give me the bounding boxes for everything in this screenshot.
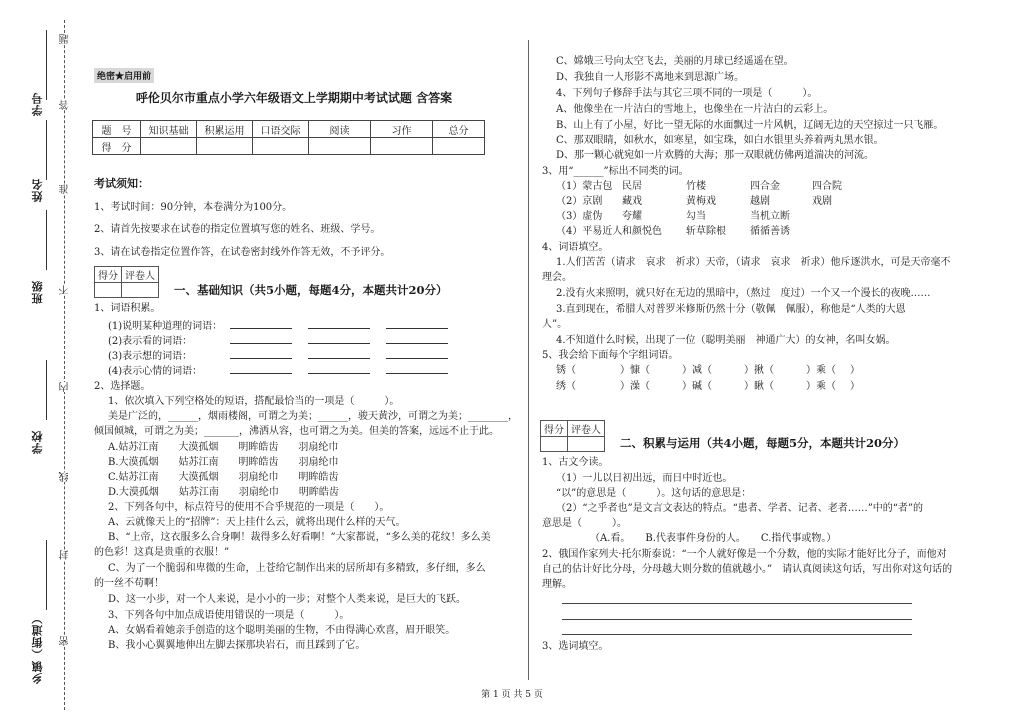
column-divider bbox=[528, 40, 529, 680]
answer-blank[interactable] bbox=[230, 319, 292, 329]
score-table-cell: 积累运用 bbox=[197, 121, 253, 138]
option-line: 的一丝不苟啊！ bbox=[94, 578, 164, 589]
grader-box bbox=[94, 266, 159, 298]
notice-title: 考试须知： bbox=[94, 177, 149, 190]
score-table-cell: 阅读 bbox=[309, 121, 371, 138]
char-blank[interactable]: ）碱（ bbox=[682, 381, 712, 392]
seal-word: 题 bbox=[60, 34, 71, 44]
word[interactable]: （1）蒙古包 bbox=[556, 181, 613, 192]
char-blank[interactable]: ）瞅（ bbox=[744, 381, 774, 392]
answer-blank[interactable] bbox=[308, 349, 370, 359]
seal-word: 封 bbox=[60, 550, 71, 560]
option-line: C、嫦娥三号向太空飞去，美丽的月球已经遥遥在望。 bbox=[556, 56, 794, 67]
option-line: A、云就像天上的“招牌”：天上挂什么云，就将出现什么样的天气。 bbox=[108, 517, 406, 528]
vocab-item-label: (4)表示心情的词语： bbox=[108, 366, 203, 377]
char-row bbox=[556, 364, 860, 378]
question-line: （1）一儿以日初出远，而日中时近也。 bbox=[556, 473, 733, 484]
score-input-cell[interactable] bbox=[309, 138, 371, 155]
option-line: D、我独自一人形影不离地来到思源广场。 bbox=[556, 72, 745, 83]
question-line: 2、下列各句中，标点符号的使用不合乎规范的一项是（ ）。 bbox=[108, 502, 390, 513]
score-table-header-row bbox=[93, 121, 485, 138]
grader-box bbox=[540, 420, 605, 452]
char-blank[interactable]: 锈（ bbox=[556, 365, 576, 376]
answer-line[interactable] bbox=[562, 603, 912, 604]
section-2-title: 二、积累与运用（共4小题，每题5分，本题共计20分） bbox=[620, 436, 906, 450]
word[interactable]: （4）平易近人 bbox=[556, 226, 623, 237]
seal-word: 内 bbox=[60, 382, 71, 392]
word[interactable]: 夸耀 bbox=[622, 211, 642, 222]
option-line: B、山上有了小屋，好比一望无际的水面飘过一片风帆，辽阔无边的天空掠过一只飞雁。 bbox=[556, 120, 944, 131]
score-table-cell: 知识基础 bbox=[141, 121, 197, 138]
word[interactable]: 勾当 bbox=[686, 211, 706, 222]
question-line: （2）“之乎者也”是文言文表达的特点。“患者、学者、记者、老者……”中的“者”的 bbox=[556, 503, 924, 514]
exam-no-line bbox=[46, 30, 47, 100]
question-line: 倾国倾城，可谓之为美；_______，沸洒从容，也可谓之为美。但美的答案，远远不止于此。 bbox=[94, 426, 499, 437]
question-line: 1、依次填入下列空格处的短语，搭配最恰当的一项是（ ）。 bbox=[108, 396, 400, 407]
grader-reviewer-cell[interactable] bbox=[122, 283, 159, 298]
option-line: A.姑苏江南 大漠孤烟 明眸皓齿 羽扇纶巾 bbox=[108, 442, 339, 453]
question-title: 5、我会给下面每个字组词语。 bbox=[542, 350, 679, 361]
grader-reviewer-label: 评卷人 bbox=[568, 421, 605, 437]
section-1-title: 一、基础知识（共5小题，每题4分，本题共计20分） bbox=[174, 283, 448, 297]
option-line: C.姑苏江南 大漠孤烟 羽扇纶巾 明眸皓齿 bbox=[108, 472, 339, 483]
question-title: 4、词语填空。 bbox=[542, 242, 609, 253]
seal-word: 准 bbox=[60, 184, 71, 194]
question-line: 4、下列句子修辞手法与其它三项不同的一项是（ ）。 bbox=[556, 88, 818, 99]
word[interactable]: 戏剧 bbox=[812, 196, 832, 207]
question-line: 2.没有火来照明，就只好在无边的黑暗中，（熬过 度过）一个又一个漫长的夜晚…… bbox=[556, 288, 931, 299]
vocab-item-label: (2)表示看的词语： bbox=[108, 336, 193, 347]
answer-line[interactable] bbox=[562, 634, 912, 635]
option-line: A、女娲看着她亲手创造的这个聪明美丽的生物，不由得满心欢喜，眉开眼笑。 bbox=[108, 625, 456, 636]
class-label: 班级 bbox=[31, 280, 44, 304]
vocab-item bbox=[108, 319, 456, 334]
vocab-item bbox=[108, 334, 456, 349]
score-table-cell: 口语交际 bbox=[253, 121, 309, 138]
word[interactable]: 藏戏 bbox=[622, 196, 642, 207]
town-label: 乡镇（街道） bbox=[31, 612, 44, 684]
question-line: 理会。 bbox=[542, 272, 572, 283]
answer-blank[interactable] bbox=[230, 364, 292, 374]
vocab-item bbox=[108, 364, 456, 379]
char-row bbox=[556, 380, 860, 394]
question-line: 3.直到现在，希腊人对普罗米修斯仍然十分（敬佩 佩服），称他是“人类的大恩 bbox=[556, 304, 906, 315]
grader-reviewer-label: 评卷人 bbox=[122, 267, 159, 283]
option-line: B、“上帝，这衣服多么合身啊！裁得多么好看啊！”大家都说，“多么美的花纹！多么美 bbox=[108, 532, 491, 543]
seal-dash-line bbox=[64, 20, 65, 710]
seal-word: 不 bbox=[60, 285, 71, 295]
char-blank-end: ） bbox=[850, 381, 860, 392]
seal-word: 答 bbox=[60, 100, 71, 110]
word[interactable]: 竹楼 bbox=[686, 181, 706, 192]
school-label: 学校 bbox=[31, 430, 44, 454]
question-line: “以”的意思是（ ）。这句话的意思是： bbox=[556, 488, 752, 499]
school-line bbox=[46, 360, 47, 420]
score-table-cell: 题 号 bbox=[93, 121, 141, 138]
score-input-cell[interactable] bbox=[141, 138, 197, 155]
option-line: 的色彩！这真是贵重的衣服！” bbox=[94, 547, 230, 558]
vocab-item-label: (1)说明某种道理的词语： bbox=[108, 321, 223, 332]
answer-blank[interactable] bbox=[308, 364, 370, 374]
page-footer: 第 1 页 共 5 页 bbox=[481, 690, 543, 700]
question-title: 1、古文今读。 bbox=[542, 457, 609, 468]
word[interactable]: （2）京剧 bbox=[556, 196, 603, 207]
answer-blank[interactable] bbox=[386, 364, 448, 374]
vocab-item-label: (3)表示想的词语： bbox=[108, 351, 193, 362]
question-line: 理解。 bbox=[542, 579, 572, 590]
answer-blank[interactable] bbox=[308, 334, 370, 344]
question-line: 自己的估计好比分母，分母越大则分数的值就越小。” 请认真阅读这句话，写出你对这句话的 bbox=[542, 564, 953, 575]
seal-word: 密 bbox=[60, 636, 71, 646]
option-line: A、他像坐在一片洁白的雪地上，也像坐在一片洁白的云彩上。 bbox=[556, 104, 834, 115]
char-blank[interactable]: ）减（ bbox=[682, 365, 712, 376]
word[interactable]: 循循善诱 bbox=[750, 226, 790, 237]
word-row bbox=[556, 180, 842, 194]
question-title: 2、选择题。 bbox=[94, 381, 151, 392]
option-line: D.大漠孤烟 姑苏江南 羽扇纶巾 明眸皓齿 bbox=[108, 487, 339, 498]
answer-blank[interactable] bbox=[386, 334, 448, 344]
word[interactable]: 四合院 bbox=[812, 181, 842, 192]
word[interactable]: （3）虚伪 bbox=[556, 211, 603, 222]
score-input-cell[interactable] bbox=[371, 138, 433, 155]
option-line: D、那一颗心就宛如一片欢腾的大海；那一双眼就仿佛两道湍决的河流。 bbox=[556, 150, 875, 161]
char-blank[interactable]: ）乘（ bbox=[806, 381, 836, 392]
char-blank-end: ） bbox=[850, 365, 860, 376]
grader-score-cell[interactable] bbox=[95, 283, 122, 298]
grader-score-cell[interactable] bbox=[541, 437, 568, 452]
score-table-cell: 得 分 bbox=[93, 138, 141, 155]
binding-strip bbox=[0, 0, 88, 722]
grader-reviewer-cell[interactable] bbox=[568, 437, 605, 452]
word[interactable]: 当机立断 bbox=[750, 211, 790, 222]
option-line: C、那双眼睛，如秋水，如寒星，如宝珠，如白水银里头养着两丸黑水银。 bbox=[556, 135, 884, 146]
char-blank[interactable]: ）慷（ bbox=[620, 365, 650, 376]
question-line: 3、下列各句中加点成语使用错误的一项是（ ）。 bbox=[108, 610, 350, 621]
grader-score-label: 得分 bbox=[95, 267, 122, 283]
exam-no-label: 学号 bbox=[31, 92, 44, 116]
option-line: B、我小心翼翼地伸出左脚去探那块岩石，而且踩到了它。 bbox=[108, 640, 366, 651]
question-line: 人”。 bbox=[542, 319, 568, 330]
score-table-cell: 总分 bbox=[433, 121, 485, 138]
word[interactable]: 黄梅戏 bbox=[686, 196, 716, 207]
word[interactable]: 斩草除根 bbox=[686, 226, 726, 237]
answer-blank[interactable] bbox=[230, 334, 292, 344]
word-row bbox=[556, 210, 790, 224]
score-input-cell[interactable] bbox=[433, 138, 485, 155]
answer-blank[interactable] bbox=[308, 319, 370, 329]
question-line: 美是广泛的，______，烟雨楼阁，可谓之为美；______，骏天黄沙，可谓之为美；________， bbox=[108, 411, 518, 422]
answer-blank[interactable] bbox=[386, 349, 448, 359]
notice-item: 3、请在试卷指定位置作答，在试卷密封线外作答无效，不予评分。 bbox=[94, 247, 391, 258]
question-title: 3、选词填空。 bbox=[542, 641, 609, 652]
grader-score-label: 得分 bbox=[541, 421, 568, 437]
question-title: 3、用“______”标出不同类的词。 bbox=[542, 166, 689, 177]
seal-word: 线 bbox=[60, 472, 71, 482]
option-line: C、为了一个脆弱和卑微的生命，上苍给它制作出来的居所却有多精致，多仔细，多么 bbox=[108, 563, 486, 574]
word-row bbox=[556, 195, 832, 209]
word[interactable]: 民居 bbox=[622, 181, 642, 192]
question-title: 1、词语积累。 bbox=[94, 303, 161, 314]
secret-mark: 绝密★启用前 bbox=[94, 68, 154, 83]
class-line bbox=[46, 210, 47, 270]
score-input-cell[interactable] bbox=[253, 138, 309, 155]
answer-line[interactable] bbox=[562, 619, 912, 620]
document-title: 呼伦贝尔市重点小学六年级语文上学期期中考试试题 含答案 bbox=[135, 91, 453, 105]
answer-blank[interactable] bbox=[386, 319, 448, 329]
char-blank[interactable]: ）澡（ bbox=[620, 381, 650, 392]
word[interactable]: 越剧 bbox=[750, 196, 770, 207]
word[interactable]: 四合金 bbox=[750, 181, 780, 192]
notice-item: 1、考试时间：90分钟，本卷满分为100分。 bbox=[94, 202, 293, 213]
name-label: 姓名 bbox=[31, 178, 44, 202]
score-table-cell: 习作 bbox=[371, 121, 433, 138]
char-blank[interactable]: ）乘（ bbox=[806, 365, 836, 376]
option-line: B.大漠孤烟 姑苏江南 明眸皓齿 羽扇纶巾 bbox=[108, 457, 339, 468]
notice-item: 2、请首先按要求在试卷的指定位置填写您的姓名、班级、学号。 bbox=[94, 224, 381, 235]
question-line: 2、俄国作家列夫·托尔斯泰说：“一个人就好像是一个分数，他的实际才能好比分子，而他对 bbox=[542, 549, 947, 560]
question-line: 意思是（ ）。 bbox=[542, 518, 627, 529]
town-line bbox=[46, 540, 47, 610]
score-table-score-row bbox=[93, 138, 485, 155]
char-blank[interactable]: ）揪（ bbox=[744, 365, 774, 376]
score-table bbox=[92, 120, 485, 155]
question-line: 1.人们苦苦（请求 哀求 祈求）天帝，（请求 哀求 祈求）他斥逐洪水，可是天帝毫不 bbox=[556, 257, 951, 268]
option-line: （A.看。 B.代表事件身份的人。 C.指代事或物。） bbox=[590, 533, 837, 544]
word[interactable]: 和颜悦色 bbox=[622, 226, 662, 237]
vocab-item bbox=[108, 349, 456, 364]
score-input-cell[interactable] bbox=[197, 138, 253, 155]
answer-blank[interactable] bbox=[230, 349, 292, 359]
word-row bbox=[556, 225, 790, 239]
char-blank[interactable]: 绣（ bbox=[556, 381, 576, 392]
question-line: 4.不知道什么时候，出现了一位（聪明美丽 神通广大）的女神，名叫女娲。 bbox=[556, 335, 896, 346]
option-line: D、这一小步，对一个人来说，是小小的一步；对整个人类来说，是巨大的飞跃。 bbox=[108, 594, 467, 605]
name-line bbox=[46, 120, 47, 180]
